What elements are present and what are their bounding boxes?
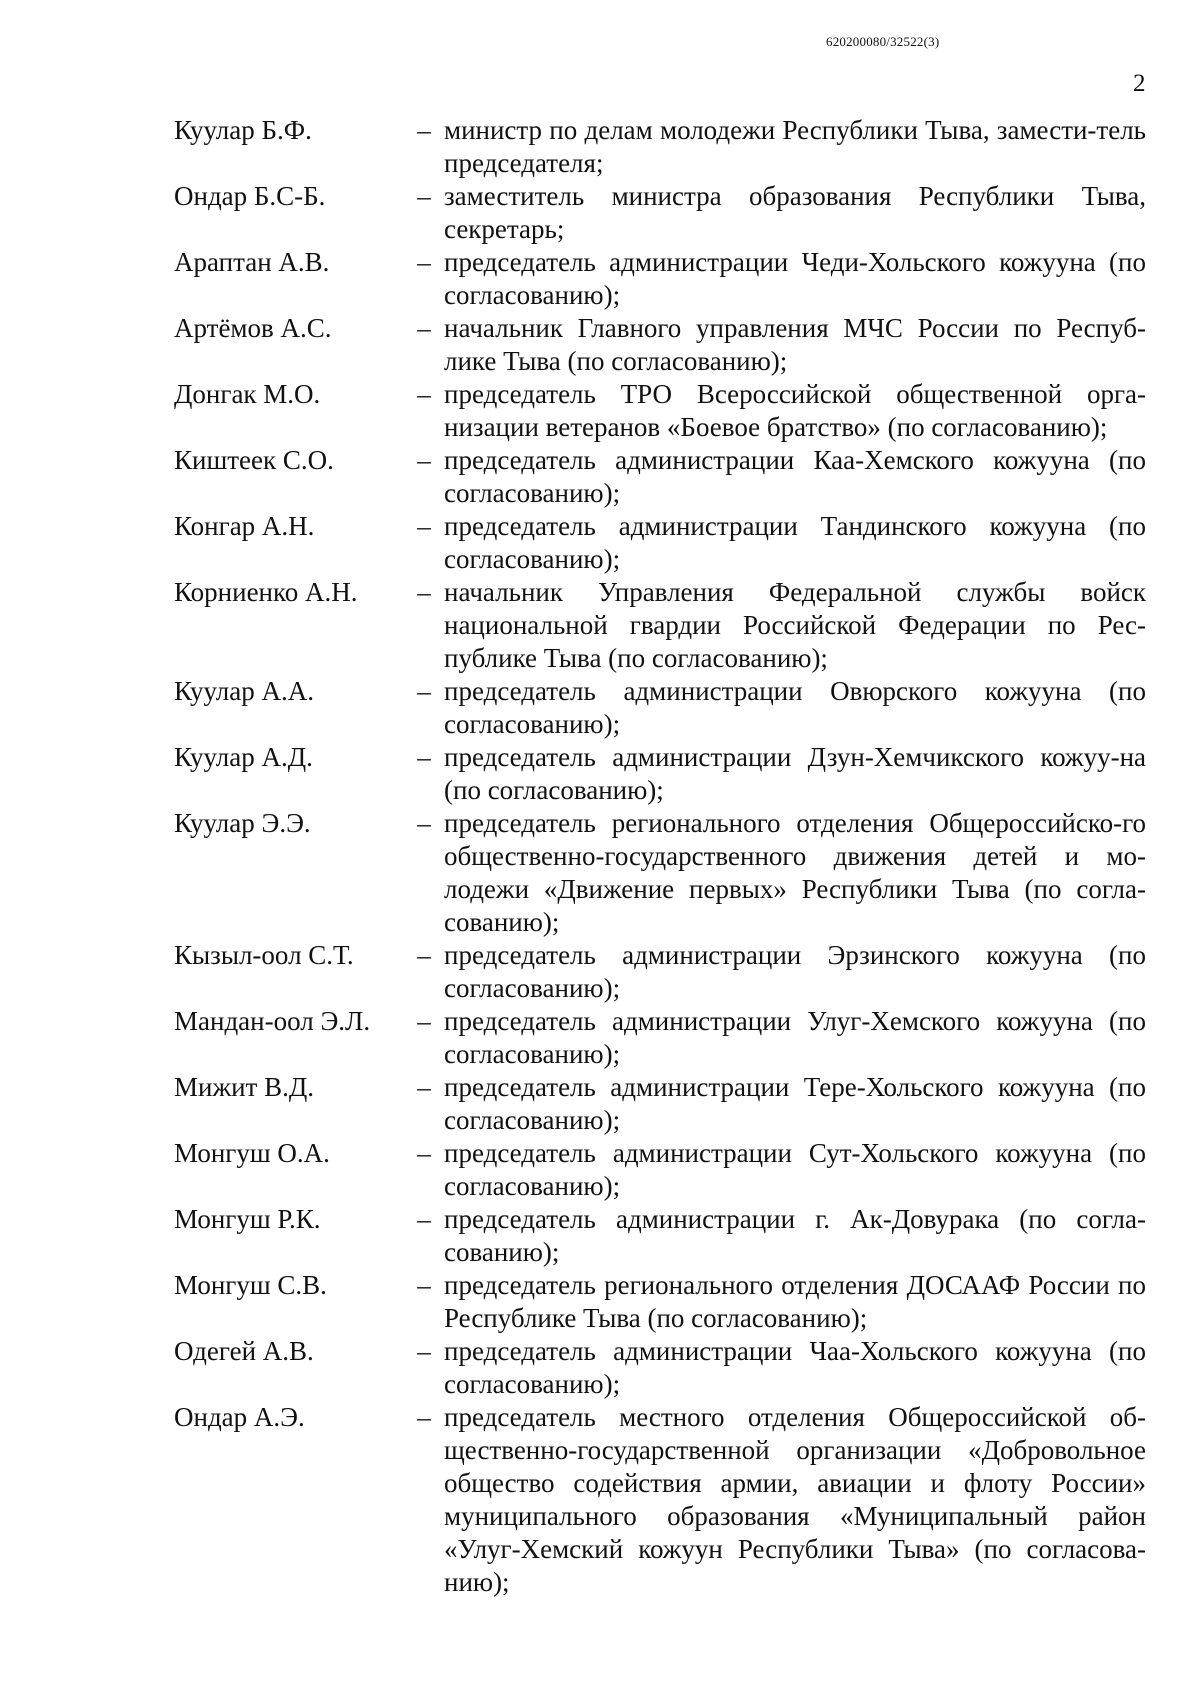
member-role: председатель ТРО Всероссийской общественной орга-низации ветеранов «Боевое братство» (по согласованию); bbox=[444, 379, 1146, 442]
member-role: начальник Главного управления МЧС России по Респуб-лике Тыва (по согласованию); bbox=[444, 313, 1146, 376]
member-dash: – bbox=[417, 1270, 431, 1300]
member-role: председатель администрации г. Ак-Довурака (по согла-сованию); bbox=[444, 1204, 1146, 1267]
member-name: Одегей А.В. bbox=[174, 1336, 314, 1366]
member-role: председатель администрации Чаа-Хольского кожууна (по согласованию); bbox=[444, 1336, 1146, 1399]
member-name: Куулар Э.Э. bbox=[174, 808, 311, 838]
member-row bbox=[174, 180, 1146, 246]
member-dash: – bbox=[417, 115, 431, 145]
member-dash: – bbox=[417, 1006, 431, 1036]
member-row bbox=[174, 114, 1146, 180]
member-name: Монгуш Р.К. bbox=[174, 1204, 321, 1234]
members-list bbox=[174, 114, 1146, 1599]
member-role: министр по делам молодежи Республики Тыва, замести-тель председателя; bbox=[444, 115, 1146, 178]
member-row bbox=[174, 246, 1146, 312]
page-number: 2 bbox=[1133, 70, 1146, 97]
member-row bbox=[174, 312, 1146, 378]
member-name: Артёмов А.С. bbox=[174, 313, 332, 343]
member-dash: – bbox=[417, 379, 431, 409]
member-role: председатель администрации Каа-Хемского кожууна (по согласованию); bbox=[444, 445, 1146, 508]
member-row bbox=[174, 378, 1146, 444]
member-row bbox=[174, 510, 1146, 576]
member-dash: – bbox=[417, 313, 431, 343]
member-role: председатель администрации Сут-Хольского кожууна (по согласованию); bbox=[444, 1138, 1146, 1201]
member-row bbox=[174, 444, 1146, 510]
member-dash: – bbox=[417, 1402, 431, 1432]
member-role: председатель администрации Чеди-Хольского кожууна (по согласованию); bbox=[444, 247, 1146, 310]
member-dash: – bbox=[417, 808, 431, 838]
member-name: Монгуш О.А. bbox=[174, 1138, 330, 1168]
member-dash: – bbox=[417, 577, 431, 607]
member-role: председатель регионального отделения Общероссийско-го общественно-государственного движения детей и мо-лодежи «Движение первых» Республики Тыва (по согла-сованию); bbox=[444, 808, 1146, 937]
member-role: председатель администрации Овюрского кожууна (по согласованию); bbox=[444, 676, 1146, 739]
member-name: Кызыл-оол С.Т. bbox=[174, 940, 354, 970]
member-dash: – bbox=[417, 676, 431, 706]
member-name: Мижит В.Д. bbox=[174, 1072, 315, 1102]
member-row bbox=[174, 939, 1146, 1005]
member-role: председатель администрации Улуг-Хемского кожууна (по согласованию); bbox=[444, 1006, 1146, 1069]
member-role: председатель регионального отделения ДОСААФ России по Республике Тыва (по согласованию); bbox=[444, 1270, 1146, 1333]
member-name: Араптан А.В. bbox=[174, 247, 330, 277]
member-name: Монгуш С.В. bbox=[174, 1270, 327, 1300]
member-row bbox=[174, 1335, 1146, 1401]
member-row bbox=[174, 1137, 1146, 1203]
member-row bbox=[174, 576, 1146, 675]
member-name: Куулар А.Д. bbox=[174, 742, 313, 772]
member-dash: – bbox=[417, 940, 431, 970]
member-row bbox=[174, 807, 1146, 939]
member-dash: – bbox=[417, 1138, 431, 1168]
member-row bbox=[174, 675, 1146, 741]
member-role: председатель администрации Тандинского кожууна (по согласованию); bbox=[444, 511, 1146, 574]
member-row bbox=[174, 1269, 1146, 1335]
member-row bbox=[174, 1005, 1146, 1071]
member-row bbox=[174, 1203, 1146, 1269]
member-name: Корниенко А.Н. bbox=[174, 577, 358, 607]
member-name: Куулар Б.Ф. bbox=[174, 115, 312, 145]
member-row bbox=[174, 1401, 1146, 1599]
member-name: Донгак М.О. bbox=[174, 379, 321, 409]
member-name: Киштеек С.О. bbox=[174, 445, 334, 475]
member-name: Ондар А.Э. bbox=[174, 1402, 305, 1432]
member-dash: – bbox=[417, 181, 431, 211]
document-code: 620200080/32522(3) bbox=[826, 34, 940, 49]
member-role: председатель администрации Дзун-Хемчикского кожуу-на (по согласованию); bbox=[444, 742, 1146, 805]
member-role: начальник Управления Федеральной службы войск национальной гвардии Российской Федерации по Рес-публике Тыва (по согласованию); bbox=[444, 577, 1146, 673]
member-dash: – bbox=[417, 511, 431, 541]
member-dash: – bbox=[417, 1336, 431, 1366]
member-name: Мандан-оол Э.Л. bbox=[174, 1006, 371, 1036]
member-name: Куулар А.А. bbox=[174, 676, 314, 706]
member-name: Ондар Б.С-Б. bbox=[174, 181, 326, 211]
member-dash: – bbox=[417, 1204, 431, 1234]
member-role: председатель администрации Эрзинского кожууна (по согласованию); bbox=[444, 940, 1146, 1003]
member-dash: – bbox=[417, 247, 431, 277]
member-dash: – bbox=[417, 1072, 431, 1102]
member-row bbox=[174, 1071, 1146, 1137]
member-role: председатель местного отделения Общероссийской об-щественно-государственной организации «Добровольное общество содействия армии, авиации и флоту России» муниципального образования «Муниципальный район «Улуг-Хемский кожуун Республики Тыва» (по согласова-нию); bbox=[444, 1402, 1146, 1597]
member-dash: – bbox=[417, 742, 431, 772]
member-role: председатель администрации Тере-Хольского кожууна (по согласованию); bbox=[444, 1072, 1146, 1135]
member-dash: – bbox=[417, 445, 431, 475]
member-name: Конгар А.Н. bbox=[174, 511, 315, 541]
member-row bbox=[174, 741, 1146, 807]
member-role: заместитель министра образования Республики Тыва, секретарь; bbox=[444, 181, 1146, 244]
